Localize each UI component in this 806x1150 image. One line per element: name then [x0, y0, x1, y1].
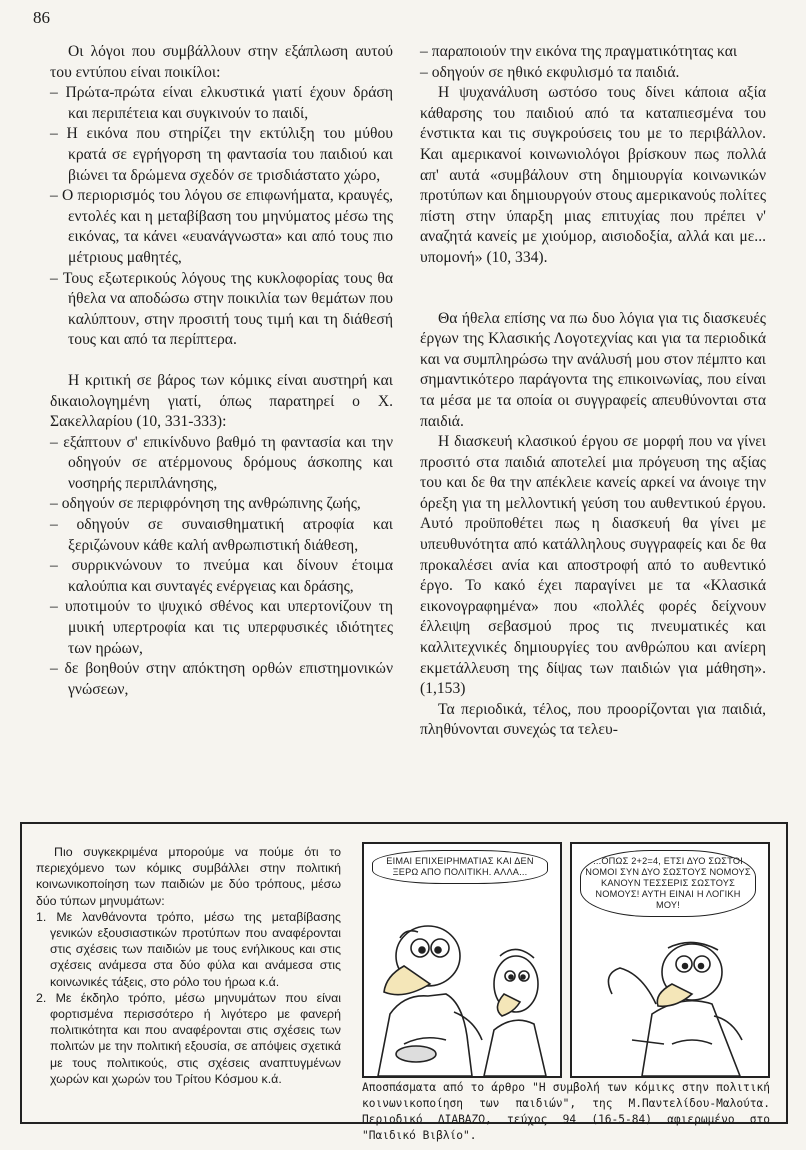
- list-item: – Τους εξωτερικούς λόγους της κυκλοφορίας τους θα ήθελα να αποδώσω στην ποικιλία των θεμάτων που καλύπτουν, στην προσιτή τους τιμή και τη διάθεσή τους και από τα περίπτερα.: [50, 269, 393, 349]
- list-item: – συρρικνώνουν το πνεύμα και δίνουν έτοιμα καλούπια και συνταγές ενέργειας και δράσης,: [50, 557, 393, 595]
- list-item: – Η εικόνα που στηρίζει την εκτύλιξη του μύθου κρατά σε εγρήγορση τη φαντασία του παιδιού και βιώνει τα δρώμενα σχεδόν σε τρισδιάστατο χώρο,: [50, 125, 393, 184]
- list-item: – Ο περιορισμός του λόγου σε επιφωνήματα, κραυγές, εντολές και η μεταβίβαση του μηνύματος μέσω της εικόνας, τα κάνει «ευανάγνωστα» και από τους πιο μέτριους μαθητές,: [50, 187, 393, 266]
- list-item: – οδηγούν σε ηθικό εκφυλισμό τα παιδιά.: [420, 63, 680, 81]
- list-item: – Πρώτα-πρώτα είναι ελκυστικά γιατί έχουν δράση και περιπέτεια και συγκινούν το παιδί,: [50, 84, 393, 122]
- box-intro: Πιο συγκεκριμένα μπορούμε να πούμε ότι το περιεχόμενο των κόμικς συμβάλλει στην πολιτική κοινωνικοποίηση των παιδιών με δύο τρόπους, μέσω δύο τύπων μηνυμάτων:: [36, 845, 341, 908]
- speech-bubble-2: ...ΟΠΩΣ 2+2=4, ΕΤΣΙ ΔΥΟ ΣΩΣΤΟΙ ΝΟΜΟΙ ΣΥΝ ΔΥΟ ΣΩΣΤΟΥΣ ΝΟΜΟΥΣ ΚΑΝΟΥΝ ΤΕΣΣΕΡΙΣ ΣΩΣΤΟΥΣ ΝΟΜΟΥΣ! ΑΥΤΗ ΕΙΝΑΙ Η ΛΟΓΙΚΗ ΜΟΥ!: [580, 850, 756, 917]
- box-point-1: 1. Με λανθάνοντα τρόπο, μέσω της μεταβίβασης γενικών εξουσιαστικών προτύπων που αναφέρονται στις σχέσεις των παιδιών με τους ενήλικους και στις σχέσεις ανάμεσα στα δύο φύλα και ανάμεσα στις κοινωνικές τάξεις, στο ρόλο του ήρωα κ.ά.: [36, 909, 341, 989]
- list-item: – παραποιούν την εικόνα της πραγματικότητας και: [420, 43, 738, 60]
- list-item: – οδηγούν σε περιφρόνηση της ανθρώπινης ζωής,: [50, 495, 361, 513]
- paragraph-adaptation: Η διασκευή κλασικού έργου σε μορφή που να γίνει προσιτό στα παιδιά αποτελεί μια πρόγευση της αξίας του και δε θα την απέκλειε κανείς αρκεί να άνοιγε την όρεξη για τη μελλοντική γεύση του αυθεντικού έργου. Αυτό προϋποθέτει πως η διασκευή θα γίνει με υπευθυνότητα από κατάλληλους συγγραφείς και δε θα προκαλέσει ανία και αποστροφή από το αυθεντικό έργο. Το κακό έχει παραγίνει με τα «Κλασικά εικονογραφημένα» που «πολλές φορές δείχνουν έλλειψη σεβασμού προς τις πνευματικές και καλλιτεχνικές δημιουργίες του ανθρώπου και ανίερη εκμετάλλευση της δίψας των παιδιών για μάθηση». (1,153): [420, 433, 766, 698]
- box-text: [36, 844, 341, 1087]
- comic-panel-1: [362, 842, 562, 1078]
- sidebar-box: [20, 822, 788, 1142]
- list-item: – οδηγούν σε συναισθηματική ατροφία και ξεριζώνουν κάθε καλή ανθρωπιστική διάθεση,: [50, 516, 393, 554]
- list-item: – υποτιμούν το ψυχικό σθένος και υπερτονίζουν τη μυική υπερτροφία και τις υπερφυσικές ιδιότητες των ηρώων,: [50, 598, 393, 657]
- box-point-2: 2. Με έκδηλο τρόπο, μέσω μηνυμάτων που είναι φορτισμένα περισσότερο ή λιγότερο με φανερή πολιτικότητα και που αναφέρονται στις σχέσεις των πολιτών με την πολιτική εξουσία, σε απόψεις σχετικά με τους πολιτικούς, στις σχέσεις αναπτυγμένων χωρών και χωρών του Τρίτου Κόσμου κ.ά.: [36, 990, 341, 1086]
- comic-panel-2: [570, 842, 770, 1078]
- page-number: 86: [33, 8, 50, 27]
- left-column: [50, 42, 393, 700]
- paragraph-intro: Οι λόγοι που συμβάλλουν στην εξάπλωση αυτού του εντύπου είναι ποικίλοι:: [50, 43, 393, 81]
- list-item: – εξάπτουν σ' επικίνδυνο βαθμό τη φαντασία και την οδηγούν σε ατέρμονους δρόμους άσκοπης και νοσηρής περιπλάνησης,: [50, 433, 393, 492]
- speech-bubble-1: ΕΙΜΑΙ ΕΠΙΧΕΙΡΗΜΑΤΙΑΣ ΚΑΙ ΔΕΝ ΞΕΡΩ ΑΠΟ ΠΟΛΙΤΙΚΗ. ΑΛΛΑ...: [372, 850, 548, 884]
- list-item: – δε βοηθούν στην απόκτηση ορθών επιστημονικών γνώσεων,: [50, 660, 393, 698]
- paragraph-psychoanalysis: Η ψυχανάλυση ωστόσο τους δίνει κάποια αξία κάθαρσης του παιδιού από τα καταπιεσμένα του ένστικτα και τις συγκρούσεις του με το περιβάλλον. Και αμερικανοί κοινωνιολόγοι βρίσκουν πως πολλά απ' αυτά «συμβάλουν στη δημιουργία κοινωνικών προτύπων και δημιουργούν στους αμερικανούς πολίτες πίστη στην ύπαρξη μιας επιτυχίας που πρέπει ν' αναζητά κανείς με χιούμορ, αισιοδοξία, αλλά και με... υπομονή» (10, 334).: [420, 84, 766, 266]
- paragraph-periodicals: Τα περιοδικά, τέλος, που προορίζονται για παιδιά, πληθύνονται συνεχώς τα τελευ-: [420, 700, 766, 739]
- right-column: [420, 42, 766, 741]
- figure-caption: Αποσπάσματα από το άρθρο "Η συμβολή των κόμικς στην πολιτική κοινωνικοποίηση των παιδιών", της Μ.Παντελίδου-Μαλούτα. Περιοδικό ΔΙΑΒΑΖΩ, τεύχος 94 (16-5-84) αφιερωμένο στο "Παιδικό Βιβλίο".: [362, 1081, 770, 1142]
- paragraph-literature: Θα ήθελα επίσης να πω δυο λόγια για τις διασκευές έργων της Κλασικής Λογοτεχνίας και για τα περιοδικά και να συμπληρώσω την ανάλυσή μου στον πέμπτο και σημαντικότερο παράγοντα της επικοινωνίας, που είναι τα μέσα με τα οποία οι συγγραφείς απευθύνονται στα παιδιά.: [420, 309, 766, 430]
- paragraph-critique: Η κριτική σε βάρος των κόμικς είναι αυστηρή και δικαιολογημένη γιατί, όπως παρατηρεί ο Χ. Σακελλαρίου (10, 331-333):: [50, 371, 393, 431]
